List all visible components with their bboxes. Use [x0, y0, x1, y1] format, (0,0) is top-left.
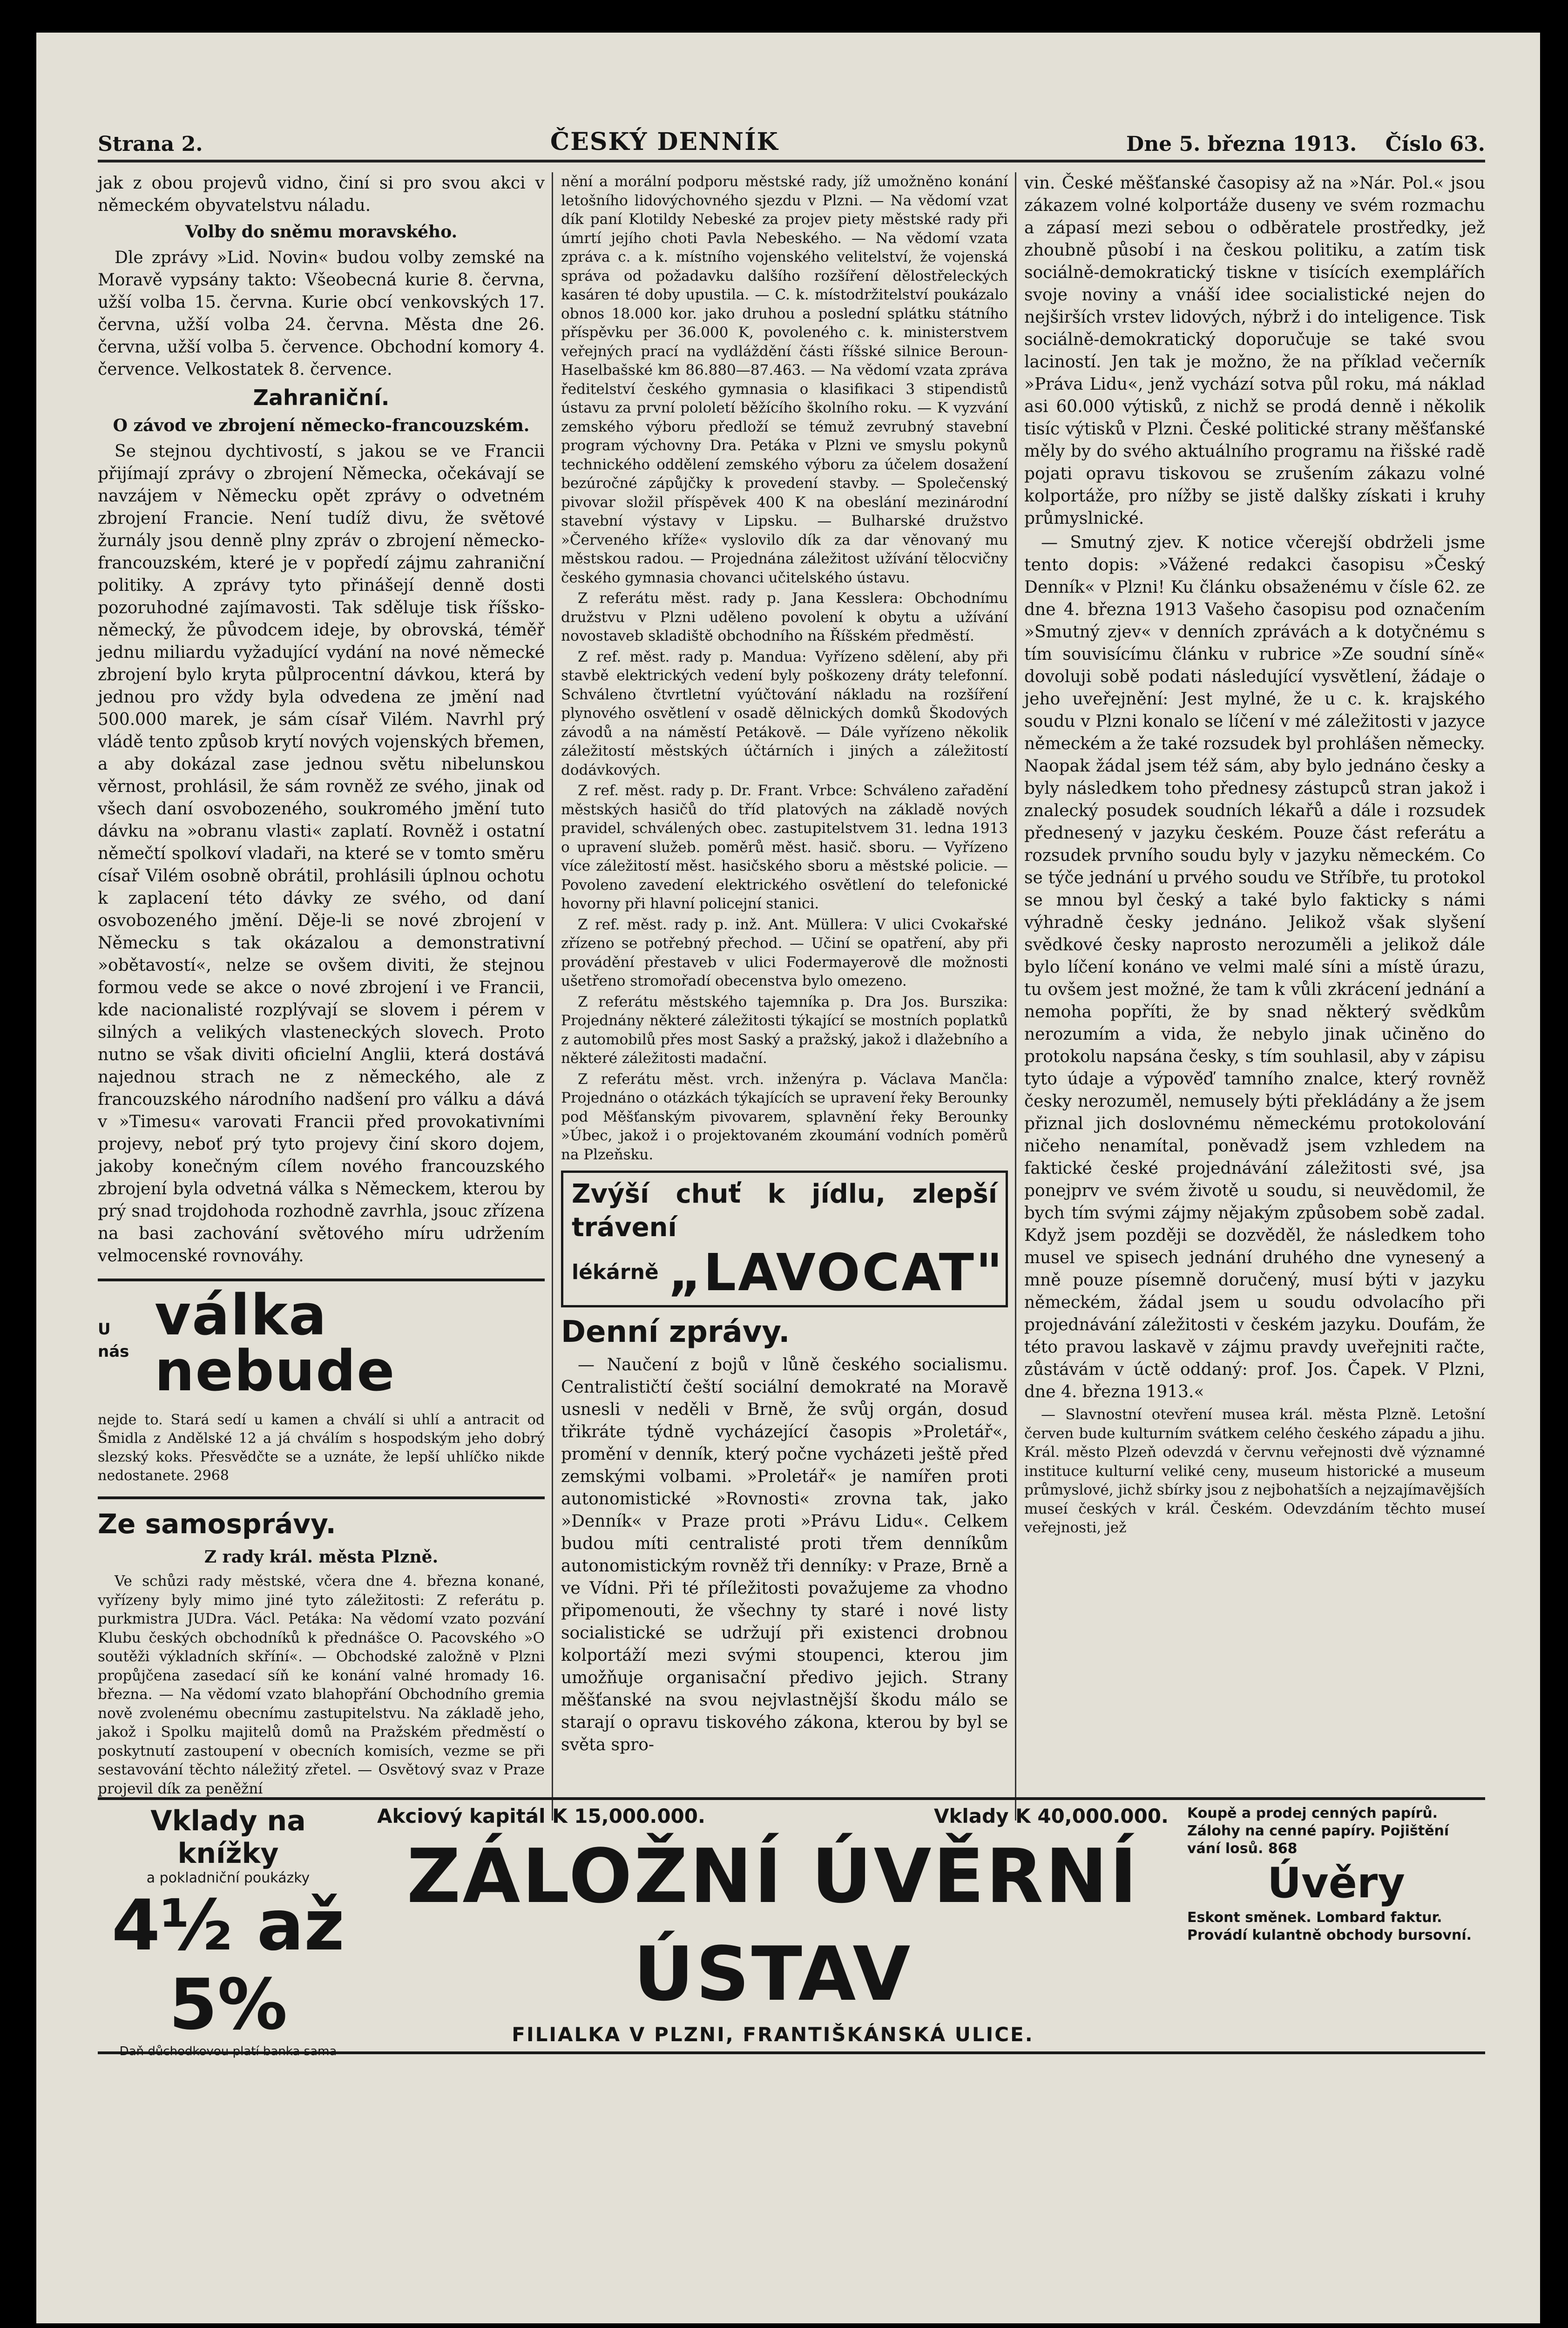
bank-deposits-sub: a pokladniční poukázky — [146, 1870, 310, 1886]
article-rady-kessler: Z referátu měst. rady p. Jana Kesslera: Obchodnímu družstvu v Plzni uděleno povolení k obytu a užívání novostaveb skladiště obchodního na Říšském předměstí. — [561, 590, 1008, 644]
bank-tax-note: Daň důchodkovou platí banka sama — [119, 2044, 337, 2058]
article-museum: — Slavnostní otevření musea král. města Plzně. Letošní červen bude kulturním svátkem celého českého západu a jihu. Král. město Plzeň odevzdá v červnu veřejnosti dvě významné instituce kulturní veliké ceny, museum historické a museum průmyslové, jichž sbírky jsou z nejbohatších a nejzajímavějších museí českých v král. Českém. Odevzdáním těchto museí veřejnosti, jež — [1024, 1406, 1485, 1536]
advertisement-smidl — [98, 1283, 545, 1404]
page-number: Strana 2. — [98, 132, 203, 156]
headline-volby: Volby do sněmu moravského. — [185, 222, 458, 242]
article-volby: Dle zprávy »Lid. Novin« budou volby zemské na Moravě vypsány takto: Všeobecná kurie 8. června, užší volba 15. června. Kurie obcí venkovských 17. června, užší volba 24. června. Města dne 26. června, užší volba 5. července. Obchodní komory 4. července. Velkostatek 8. července. — [98, 248, 545, 379]
divider — [98, 1279, 545, 1281]
column-1 — [98, 172, 545, 1797]
bank-deposits-title: Vklady na knížky — [150, 1805, 306, 1870]
headline-zavod: O závod ve zbrojení německo-francouzském. — [113, 416, 530, 435]
bank-rate: 4½ až 5% — [111, 1885, 345, 2045]
ad-brand-row — [572, 1243, 1005, 1302]
bank-deposits: Vklady K 40,000.000. — [933, 1805, 1169, 1827]
divider — [98, 1496, 545, 1499]
article-rady-mandua: Z ref. měst. rady p. Manduа: Vyřízeno sdělení, aby při stavbě elektrických vedení byly poškozeny dráty telefonní. Schváleno čtvrtletní vyúčtování nákladu na rozšíření plynového osvětlení v osadě dělnických domků Škodových závodů a na náměstí Petákově. — Dále vyřízeno několik záležitostí městských účtárních i jiných a záležitostí dodávkových. — [561, 648, 1008, 778]
section-heading-zahranicni: Zahraniční. — [253, 385, 390, 410]
column-rule — [552, 172, 553, 1820]
bank-branch: FILIALKA V PLZNI, FRANTIŠKÁNSKÁ ULICE. — [512, 2023, 1034, 2046]
article-continuation: jak z obou projevů vidno, činí si pro svou akci v německém obyvatelstvu náladu. — [98, 174, 545, 215]
article-rady-continued: nění a morální podporu městské rady, jíž umožněno konání letošního lidovýchovného sjezdu v Plzni. — Na vědomí vzat dík paní Klotildy Nebeské za projev piety městské rady při úmrtí jejího choti Pavla Nebeského. — Na vědomí vzata zpráva c. a k. místního vojenského velitelství, že vojenská správa od požadavku dalšího rozšíření dělostřeleckých kasáren té doby upustila. — C. k. místodržitelství poukázalo obnos 18.000 kor. jako druhou a poslední splátku státního příspěvku per 36.000 K, povoleného c. k. ministerstvem veřejných prací na vydláždění části říšské silnice Beroun-Haselbašské km 86.880—87.463. — Na vědomí vzata zpráva ředitelství českého gymnasia o klasifikaci 3 stipendistů ústavu za první pololetí běžícího školního roku. — K vyzvání zemského výboru předloží se témuž zevrubný stavební program výchovny Dra. Petáka v Plzni ve smyslu pokynů technického oddělení zemského výboru za účelem dosažení bezúročné zápůjčky k provedení stavby. — Společenský pivovar složil příspěvek 400 K na obeslání mezinárodní stavební výstavy v Lipsku. — Bulharské družstvo »Červeného kříže« vyslovilo dík za dar věnovaný mu městskou radou. — Projednána záležitost užívání tělocvičny českého gymnasia chovanci učitelského ústavu. — [561, 173, 1008, 586]
article-zavod: Se stejnou dychtivostí, s jakou se ve Francii přijímají zprávy o zbrojení Německa, očekávají se navzájem v Německu opět zprávy o odvetném zbrojení Francie. Není tudíž divu, že světové žurnály jsou denně plny zpráv o zbrojení německo-francouzském, které je v popředí zájmu zahraniční politiky. A zprávy tyto přinášejí denně dosti pozoruhodné zajímavosti. Tak sděluje tisk říšsko-německý, že původcem ideje, by obrovská, téměř jednu miliardu vyžadující vydání na nové německé zbrojení bylo kryta půlprocentní dávkou, která by jednou pro vždy byla odvedena ze jmění nad 500.000 marek, je sám císař Vilém. Navrhl prý vládě tento způsob krytí nových vojenských břemen, a aby dokázal zase jednou světu nibelunskou věrnost, prohlásil, že sám rovněž ze svého, jinak od všech daní osvobozeného, soukromého jmění tuto dávku na »obranu vlasti« zaplatí. Rovněž i ostatní němečtí spolkoví vladaři, na které se v tomto směru císař Vilém osobně obrátil, prohlásili úplnou ochotu k zaplacení této dávky ze svého, od daní osvobozeného jmění. Děje-li se nové zbrojení v Německu s tak okázalou a demonstrativní »obětavostí«, nelze se ovšem diviti, že stejnou formou vede se akce o nové zbrojení i ve Francii, kde nacionalisté rozplývají se slovem i pérem v silných a velikých vlasteneckých slovech. Proto nutno se však diviti oficielní Anglii, která dostává najednou strach ne z německého, ale z francouzského národního nadšení pro válku a dává v »Timesu« varovati Francii před provokativními projevy, neboť prý tyto projevy činí skoro dojem, jakoby konečným cílem nového francouzského zbrojení byla odvetná válka s Německem, kterou by prý snad trojdohoda rozhodně zavrhla, jsouc zřízena na basi zachování světového míru udržením velmocenské rovnováhy. — [98, 442, 545, 1266]
bank-capital: Akciový kapitál K 15,000.000. — [377, 1805, 705, 1827]
headline-rady: Z rady král. města Plzně. — [204, 1547, 439, 1567]
section-heading-denni: Denní zprávy. — [561, 1315, 790, 1349]
newspaper-title: ČESKÝ DENNÍK — [550, 128, 779, 156]
bank-name: ZÁLOŽNÍ ÚVĚRNÍ ÚSTAV — [406, 1833, 1139, 2017]
issue-date: Dne 5. března 1913. — [1126, 132, 1357, 156]
bank-center — [377, 1805, 1169, 2046]
issue-info — [1126, 132, 1485, 156]
issue-number: Číslo 63. — [1385, 132, 1485, 156]
ad-pharmacy: lékárně — [572, 1260, 659, 1284]
advertisement-bank — [98, 1797, 1485, 2058]
bank-right — [1187, 1805, 1485, 1944]
ad-brand: „LAVOCAT" — [668, 1243, 1005, 1302]
article-rady-vrba: Z ref. měst. rady p. Dr. Frant. Vrbce: Schváleno zařadění městských hasičů do tříd platových na základě nových pravidel, schválených obec. zastupitelstvem 31. ledna 1913 o upravení služeb. poměrů měst. hasič. sboru. — Vyřízeno více záležitostí měst. hasičského sboru a městské policie. — Povoleno zavedení elektrického osvětlení do telefonické hovorny při hlavní policejní stanici. — [561, 782, 1008, 912]
bank-services-2: Eskont směnek. Lombard faktur. Provádí kulantně obchody bursovní. — [1187, 1909, 1472, 1943]
article-rady-muller: Z ref. měst. rady p. inž. Ant. Müllera: V ulici Cvokařské zřízeno se potřebný přechod. — Učiní se opatření, aby při provádění přestaveb v ulici Fodermayerově dle možnosti ušetřeno stromořadí obecenstva bylo omezeno. — [561, 916, 1008, 989]
ad-slogan: Zvýší chuť k jídlu, zlepší trávení — [572, 1179, 997, 1243]
advertisement-lavocat — [561, 1171, 1008, 1307]
bank-uvery: Úvěry — [1267, 1859, 1405, 1908]
column-rule — [1015, 172, 1016, 1820]
article-nauceni-continued: vin. České měšťanské časopisy až na »Nár. Pol.« jsou zákazem volné kolportáže duseny ve svém rozmachu a zápasí mezi sebou o odběratele prostředky, jež zhoubně působí i na českou politiku, a zatím tisk sociálně-demokratický tiskne v tisících exemplářích svoje noviny a vnáší idee socialistické nejen do nejširších vrstev lidových, nýbrž i do inteligence. Tisk sociálně-demokratický doporučuje se také svou laciností. Jen tak je možno, že na příklad večerník »Práva Lidu«, jenž vychází sotva půl roku, má náklad asi 60.000 výtisků, z nichž se prodá denně i několik tisíc výtisků v Plzni. České politické strany měšťanské měly by do svého aktuálního programu na řišské radě pojati opravu tiskovou se zrušením zákazu volné kolportáže, pro nížby se jistě dalšky získati i kruhy průmyslnické. — [1024, 174, 1485, 528]
article-smutny-zjev: — Smutný zjev. K notice včerejší obdrželi jsme tento dopis: »Vážené redakci časopisu »Český Denník« v Plzni! Ku článku obsaženému v čísle 62. ze dne 4. března 1913 Vašeho časopisu pod označením »Smutný zjev« v denních zprávách a k dotyčnému s tím souvisícímu článku v rubrice »Ze soudní síně« dovoluji sobě podati následující vysvětlení, žádaje o jeho uveřejnění: Jest mylné, že u c. k. krajského soudu v Plzni konalo se líčení v mé záležitosti v jazyce německém a že také rozsudek byl prohlášen německy. Naopak žádal jsem též sám, aby bylo jednáno česky a byly následkem toho přednesy zástupců stran jakož i znalecký posudek soudních lékařů a dále i rozsudek přednesený v jazyku českém. Pouze část referátu a rozsudek prvního soudu byly v jazyku německém. Co se týče jednání u prvého soudu ve Stříbře, tu protokol se mnou byl český a také bylo fakticky s námi výhradně česky jednáno. Jelikož však slyšení svědkové česky naprosto nerozuměli a jelikož dále bylo líčení konáno ve velmi malé síni a místě úrazu, tu ovšem jest možné, že tam k vůli zkrácení jednání a nemoha popříti, že by snad některý svědkům nerozumím a vida, že nebylo jinak učiněno do protokolu napsána česky, s tím souhlasil, aby v zápisu tyto údaje a výpověď tamního znalce, který rovněž česky nerozuměl, nemusely býti překládány a že jsem přiznal jich doslovnému německému protokolování ničeho nenamítal, poněvadž jsem vzhledem na faktické české projednávání záležitosti své, jsa ponejprv ve svém životě u soudu, si neuvědomil, že bych tím svými zájmy nějakým způsobem sobě zadal. Když jsem později se dozvěděl, že následkem toho musel ve spisech jednání druhého dne vynesený a mně pouze písemně doručený, musí býti v jazyku německém, žádal jsem u soudu odvolacího při projednávání záležitosti v českém jazyku. Doufám, že této pravou laskavě v zájmu pravdy uveřejniti račte, zůstávám v úctě oddaný: prof. Jos. Čapek. V Plzni, dne 4. března 1913.« — [1024, 533, 1485, 1401]
article-rady: Ve schůzi rady městské, včera dne 4. března konané, vyřízeny byly mimo jiné tyto záležitosti: Z referátu p. purkmistra JUDra. Václ. Petáka: Na vědomí vzato pozvání Klubu českých obchodníků k přednášce O. Pacovského »O soutěži výkladních skříní«. — Obchodské založně v Plzni propůjčena zasedací síň ke konání valné hromady 16. března. — Na vědomí vzato blahopřání Obchodního gremia nově zvolenému obecnímu zastupitelstvu. Na základě jeho, jakož i Spolku majitelů domů na Pražském předměstí o poskytnutí zastoupení v obecních komisích, vezme se při sestavování těchto náležitý zřetel. — Osvětový svaz v Praze projevil dík za peněžní — [98, 1573, 545, 1797]
bank-capital-row — [377, 1805, 1169, 1827]
column-2 — [561, 172, 1008, 1820]
bank-left — [98, 1805, 358, 2058]
section-heading-samosprava: Ze samosprávy. — [98, 1508, 336, 1540]
column-3 — [1024, 172, 1485, 1820]
ad-small-text: U nás — [98, 1320, 129, 1361]
ad-headline: válka nebude — [155, 1283, 396, 1404]
article-rady-mancl: Z referátu měst. vrch. inženýra p. Václava Mančla: Projednáno o otázkách týkajících se upravení řeky Berounky pod Měšťanským pivovarem, splavnění řeky Berounky »Úbec, jakož i o projektovaném zkoumání vodních poměrů na Plzeňsku. — [561, 1070, 1008, 1163]
masthead — [98, 100, 1485, 162]
bank-services-1: Koupě a prodej cenných papírů. Zálohy na cenné papíry. Pojištění vání losů. 868 — [1187, 1805, 1449, 1857]
article-nauceni: — Naučení z bojů v lůně českého socialismu. Centralističtí čeští sociální demokraté na Moravě usnesli v neděli v Brně, že svůj orgán, dosud třikráte týdně vycházející časopis »Proletář«, promění v denník, který počne vycházeti ještě před zemskými volbami. »Proletář« je namířen proti autonomistické »Rovnosti« zrovna tak, jako »Denník« v Praze proti »Právu Lidu«. Celkem budou míti centralisté proti třem denníkům autonomistickým rovněž tři denníky: v Praze, Brně a ve Vídni. Při té příležitosti považujeme za vhodno připomenouti, že všechny ty staré i nové listy socialistické se udržují při existenci drobnou kolportáží mezi svými stoupenci, kterou jim umožňuje organisační předivo jejich. Strany měšťanské na svou nejvlastnější škodu málo se starají o opravu tiskového zákona, kterou by byl se světa spro- — [561, 1355, 1008, 1754]
ad-body: nejde to. Stará sedí u kamen a chválí si uhlí a antracit od Šmidla z Andělské 12 a já chválím s hospodským jeho dobrý slezský koks. Přesvědčte se a uznáte, že lepší uhlíčko nikde nedostanete. 2968 — [98, 1412, 545, 1484]
article-rady-bursik: Z referátu městského tajemníka p. Dra Jos. Burszika: Projednány některé záležitosti týkající se mostních poplatků z automobilů přes most Saský a pražský, jakož i dlažebního a některé záležitosti madační. — [561, 993, 1008, 1067]
